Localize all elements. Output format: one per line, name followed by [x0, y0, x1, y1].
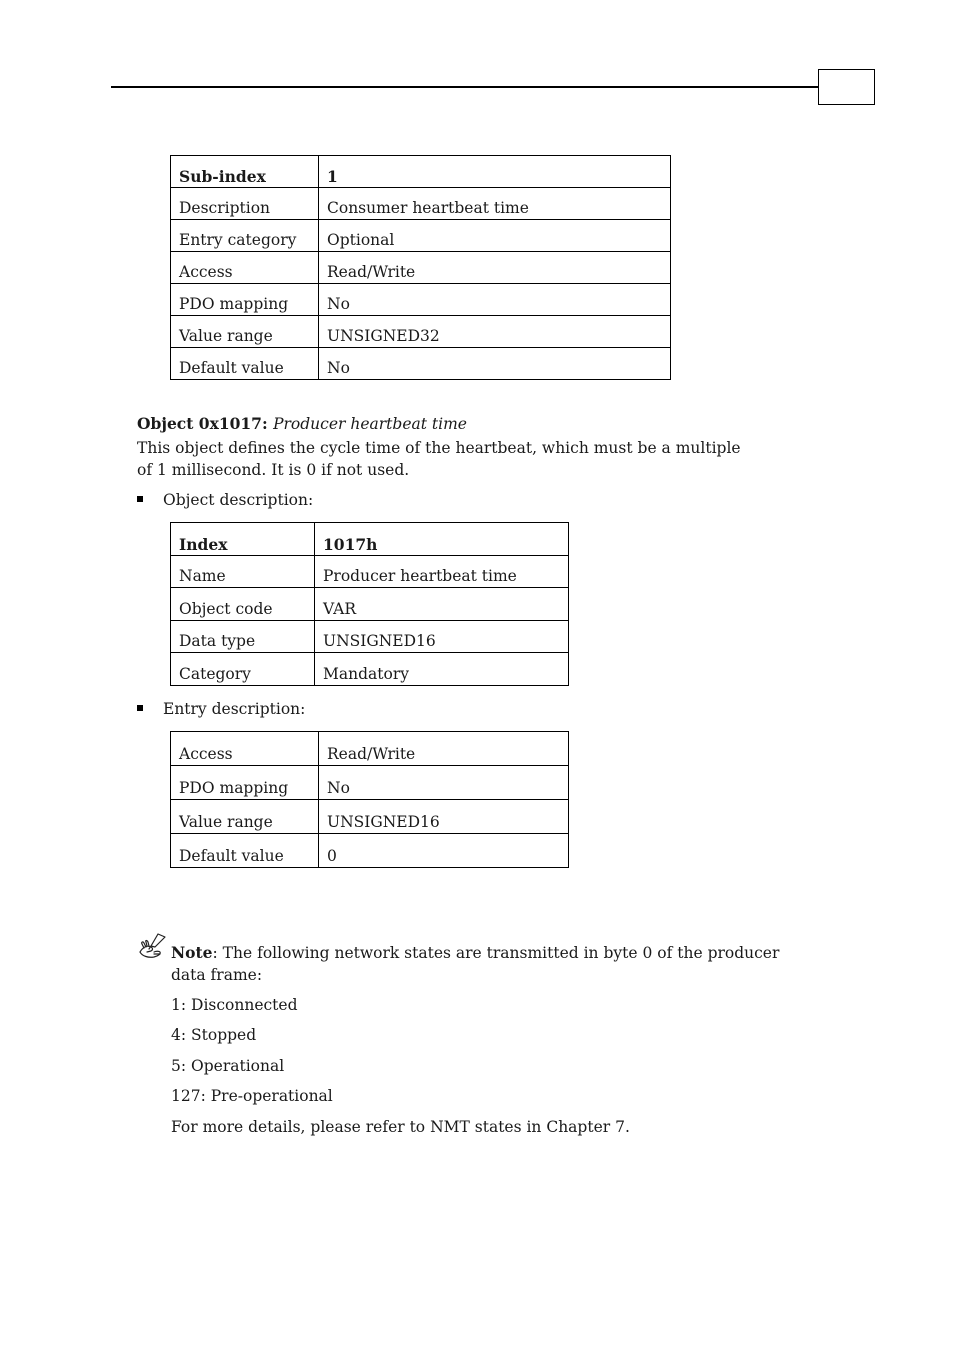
header-rule: [111, 86, 819, 88]
entry-description-table: [170, 731, 569, 868]
table-cell: Name: [171, 555, 315, 588]
table-cell: Value range: [171, 800, 319, 834]
table-row: [171, 252, 671, 284]
table-row: [171, 316, 671, 348]
table-cell: 0: [319, 834, 569, 868]
table-cell: Entry category: [171, 220, 319, 252]
table-cell: Access: [171, 732, 319, 766]
bullet-label: Entry description:: [163, 700, 306, 718]
table-cell: Mandatory: [315, 653, 569, 686]
table-cell: UNSIGNED16: [315, 620, 569, 653]
table-cell: Optional: [319, 220, 671, 252]
bullet-object-description: [137, 491, 313, 509]
table-cell: Category: [171, 653, 315, 686]
note-text: : The following network states are transmitted in byte 0 of the producer data frame:: [171, 944, 780, 984]
bullet-label: Object description:: [163, 491, 314, 509]
table-cell: UNSIGNED32: [319, 316, 671, 348]
table-cell: Value range: [171, 316, 319, 348]
table-cell: Index: [171, 523, 315, 556]
table-row: [171, 800, 569, 834]
table-cell: 1: [319, 156, 671, 188]
bullet-square-icon: [137, 705, 143, 711]
table-row: [171, 766, 569, 800]
bullet-entry-description: [137, 700, 305, 718]
state-item: 127: Pre-operational: [171, 1087, 333, 1105]
section-heading: [137, 414, 467, 433]
table-cell: PDO mapping: [171, 284, 319, 316]
table-cell: Read/Write: [319, 732, 569, 766]
state-item: 1: Disconnected: [171, 996, 298, 1014]
table-row: [171, 156, 671, 188]
object-description-table: [170, 522, 569, 686]
table-cell: VAR: [315, 588, 569, 621]
table-cell: Default value: [171, 348, 319, 380]
table-row: [171, 348, 671, 380]
table-cell: Description: [171, 188, 319, 220]
table-row: [171, 220, 671, 252]
heading-object-name: Producer heartbeat time: [273, 415, 467, 433]
table-cell: Producer heartbeat time: [315, 555, 569, 588]
table-row: [171, 588, 569, 621]
table-row: [171, 620, 569, 653]
section-paragraph: This object defines the cycle time of the heartbeat, which must be a multiple of 1 millisecond. It is 0 if not used.: [137, 439, 741, 479]
table-cell: Access: [171, 252, 319, 284]
table-cell: Consumer heartbeat time: [319, 188, 671, 220]
table-cell: Sub-index: [171, 156, 319, 188]
table-cell: Default value: [171, 834, 319, 868]
heading-object-id: Object 0x1017:: [137, 414, 274, 433]
table-cell: Object code: [171, 588, 315, 621]
table-cell: Read/Write: [319, 252, 671, 284]
table-cell: No: [319, 348, 671, 380]
table-row: [171, 523, 569, 556]
table-row: [171, 188, 671, 220]
note-label: Note: [171, 943, 213, 962]
table-cell: 1017h: [315, 523, 569, 556]
note-paragraph: [171, 942, 811, 986]
table-cell: UNSIGNED16: [319, 800, 569, 834]
state-item: 5: Operational: [171, 1057, 285, 1075]
table-row: [171, 834, 569, 868]
note-hand-pen-icon: [138, 932, 168, 960]
table-cell: No: [319, 284, 671, 316]
table-cell: PDO mapping: [171, 766, 319, 800]
subindex-table: [170, 155, 671, 380]
more-details-text: For more details, please refer to NMT states in Chapter 7.: [171, 1118, 630, 1136]
table-row: [171, 555, 569, 588]
table-cell: No: [319, 766, 569, 800]
page-number-box: [818, 69, 875, 105]
bullet-square-icon: [137, 496, 143, 502]
table-row: [171, 732, 569, 766]
table-cell: Data type: [171, 620, 315, 653]
table-row: [171, 653, 569, 686]
table-row: [171, 284, 671, 316]
state-item: 4: Stopped: [171, 1026, 257, 1044]
